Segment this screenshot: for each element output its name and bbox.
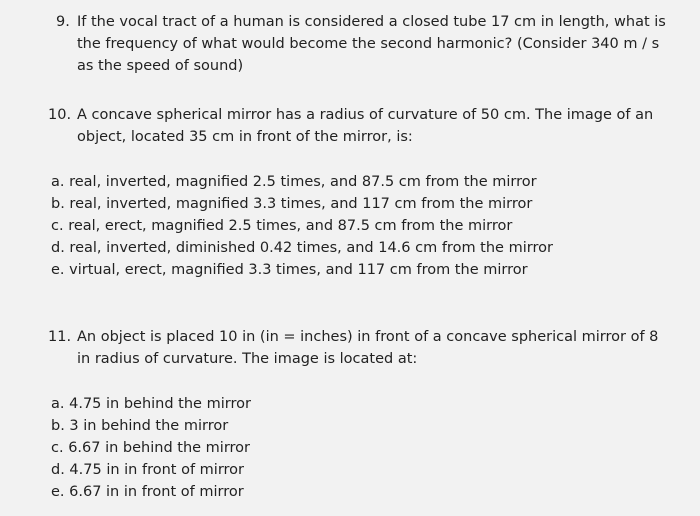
question-text-line: A concave spherical mirror has a radius of curvature of 50 cm. The image of an — [77, 107, 654, 123]
answer-option: c. 6.67 in behind the mirror — [51, 440, 250, 456]
question-10 — [0, 104, 700, 148]
question-text-line: An object is placed 10 in (in = inches) in front of a concave spherical mirror of 8 — [77, 329, 659, 345]
answer-option: b. 3 in behind the mirror — [51, 418, 229, 434]
question-number: 10. — [48, 107, 72, 123]
question-text-line: in radius of curvature. The image is located at: — [77, 351, 418, 367]
question-text-line: object, located 35 cm in front of the mirror, is: — [77, 129, 413, 145]
answer-option: e. 6.67 in in front of mirror — [51, 484, 244, 500]
answer-option: a. real, inverted, magnified 2.5 times, and 87.5 cm from the mirror — [51, 174, 537, 190]
answer-option: d. 4.75 in in front of mirror — [51, 462, 244, 478]
question-9 — [0, 11, 700, 77]
answer-option: c. real, erect, magnified 2.5 times, and 87.5 cm from the mirror — [51, 218, 513, 234]
question-11 — [0, 326, 700, 370]
question-text-line: If the vocal tract of a human is considered a closed tube 17 cm in length, what is — [77, 14, 666, 30]
question-number: 9. — [56, 14, 70, 30]
answer-option: b. real, inverted, magnified 3.3 times, and 117 cm from the mirror — [51, 196, 533, 212]
question-text-line: the frequency of what would become the second harmonic? (Consider 340 m / s — [77, 36, 660, 52]
answer-option: e. virtual, erect, magnified 3.3 times, and 117 cm from the mirror — [51, 262, 528, 278]
question-text-line: as the speed of sound) — [77, 58, 244, 74]
question-number: 11. — [48, 329, 72, 345]
answer-option: d. real, inverted, diminished 0.42 times, and 14.6 cm from the mirror — [51, 240, 553, 256]
answer-option: a. 4.75 in behind the mirror — [51, 396, 251, 412]
